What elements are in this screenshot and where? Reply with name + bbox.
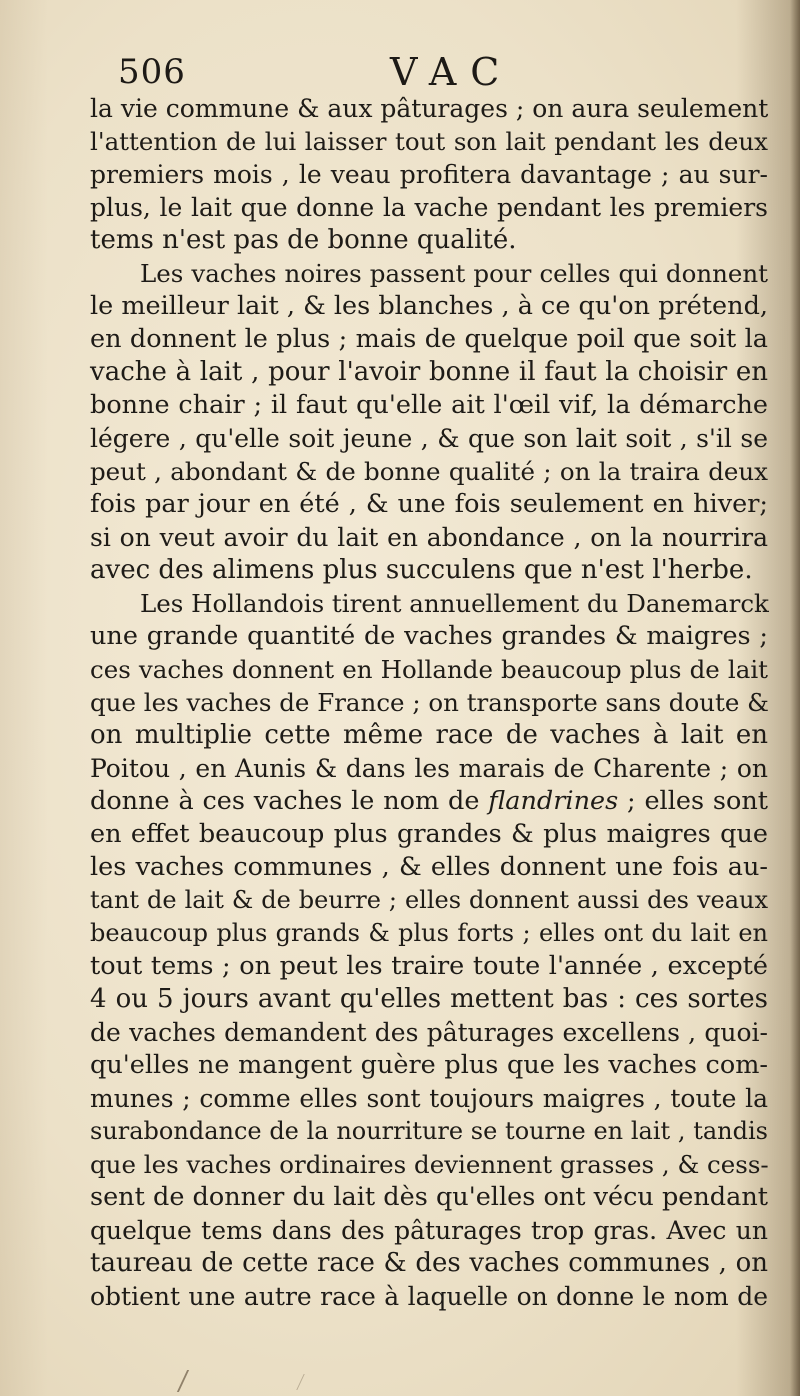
text-line: Les vaches noires passent pour celles qui donnent xyxy=(140,259,768,288)
page-number: 506 xyxy=(118,52,186,92)
text-line: fois par jour en été , & une fois seulement en hiver; xyxy=(90,489,768,519)
body-text xyxy=(90,92,768,1313)
text-line: taureau de cette race & des vaches communes , on xyxy=(90,1248,768,1278)
running-head: VAC xyxy=(390,50,514,94)
text-line: qu'elles ne mangent guère plus que les vaches com- xyxy=(90,1050,768,1080)
text-line: avec des alimens plus succulens que n'est l'herbe. xyxy=(90,555,753,585)
text-line: tout tems ; on peut les traire toute l'année , excepté xyxy=(90,951,768,981)
text-line: quelque tems dans des pâturages trop gras. Avec un xyxy=(90,1216,768,1245)
text-line: munes ; comme elles sont toujours maigres , toute la xyxy=(90,1084,768,1113)
italic-term: flandrines xyxy=(488,786,619,816)
text-line: 4 ou 5 jours avant qu'elles mettent bas : ces sortes xyxy=(90,984,768,1014)
pen-mark xyxy=(177,1370,195,1392)
text-line: que les vaches de France ; on transporte sans doute & xyxy=(90,688,769,717)
text-line: légere , qu'elle soit jeune , & que son lait soit , s'il se xyxy=(90,424,768,453)
text-line: l'attention de lui laisser tout son lait pendant les deux xyxy=(90,127,768,156)
text-line: une grande quantité de vaches grandes & maigres ; xyxy=(90,621,768,651)
text-line: de vaches demandent des pâturages excellens , quoi- xyxy=(90,1018,768,1047)
text-line: le meilleur lait , & les blanches , à ce qu'on prétend, xyxy=(90,291,768,321)
text-line: premiers mois , le veau profitera davantage ; au sur- xyxy=(90,160,768,189)
text-line: Poitou , en Aunis & dans les marais de Charente ; on xyxy=(90,754,768,783)
text-line: sent de donner du lait dès qu'elles ont vécu pendant xyxy=(90,1182,768,1212)
line-head: donne à ces vaches le nom de xyxy=(90,786,480,816)
text-line: obtient une autre race à laquelle on donne le nom de xyxy=(90,1282,768,1311)
text-line: peut , abondant & de bonne qualité ; on la traira deux xyxy=(90,457,768,486)
pen-mark xyxy=(296,1374,309,1390)
text-line: plus, le lait que donne la vache pendant les premiers xyxy=(90,193,768,222)
text-line: que les vaches ordinaires deviennent grasses , & cess- xyxy=(90,1150,769,1179)
page-header xyxy=(112,48,772,98)
text-line: si on veut avoir du lait en abondance , on la nourrira xyxy=(90,523,768,552)
text-line: en effet beaucoup plus grandes & plus maigres que xyxy=(90,819,768,849)
text-line: Les Hollandois tirent annuellement du Danemarck xyxy=(140,589,769,618)
text-line: on multiplie cette même race de vaches à lait en xyxy=(90,720,768,750)
text-line: vache à lait , pour l'avoir bonne il faut la choisir en xyxy=(90,357,768,387)
text-line: les vaches communes , & elles donnent une fois au- xyxy=(90,852,768,882)
text-line: tant de lait & de beurre ; elles donnent aussi des veaux xyxy=(90,886,768,914)
text-line: tems n'est pas de bonne qualité. xyxy=(90,225,517,255)
text-line: ces vaches donnent en Hollande beaucoup plus de lait xyxy=(90,655,768,684)
text-line: en donnent le plus ; mais de quelque poil que soit la xyxy=(90,324,768,354)
line-tail: ; elles sont xyxy=(618,786,768,816)
page-edge-shadow xyxy=(790,0,800,1396)
text-line-with-italic xyxy=(90,785,768,818)
text-line: bonne chair ; il faut qu'elle ait l'œil vif, la démarche xyxy=(90,390,768,420)
text-line: la vie commune & aux pâturages ; on aura seulement xyxy=(90,94,769,123)
text-line: beaucoup plus grands & plus forts ; elles ont du lait en xyxy=(90,919,768,947)
text-line: surabondance de la nourriture se tourne en lait , tandis xyxy=(90,1117,768,1145)
